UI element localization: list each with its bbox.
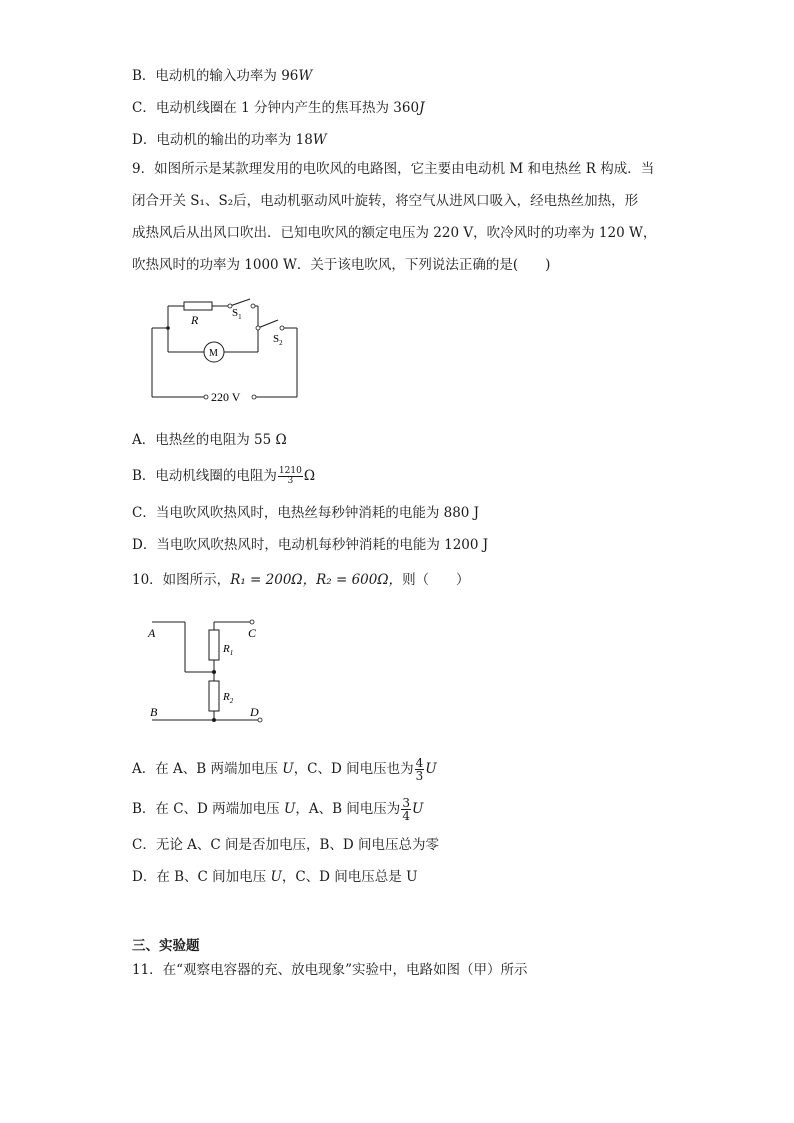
- q10-option-a-text: A．在 A、B 两端加电压: [132, 761, 283, 777]
- q8-option-b-text: B．电动机的输入功率为 96: [132, 68, 299, 84]
- q10-option-d-text: D．在 B、C 间加电压: [132, 869, 271, 885]
- q10-label-d: D: [250, 705, 259, 719]
- q9-circuit-label-voltage: 220 V: [211, 390, 241, 404]
- q9-circuit-label-m: M: [209, 348, 218, 359]
- q9-stem-line-3: 成热风后从出风口吹出．已知电吹风的额定电压为 220 V，吹冷风时的功率为 120 W，: [132, 225, 657, 241]
- q10-option-d-end: ，C、D 间电压总是 U: [281, 869, 418, 885]
- section-title-experiment: 三、实验题: [132, 938, 200, 954]
- q8-option-b: [132, 66, 312, 86]
- q10-stem-end: 则（ ）: [402, 572, 470, 588]
- q10-option-b-text: B．在 C、D 两端加电压: [132, 801, 284, 817]
- q8-option-c: [132, 98, 424, 118]
- q10-option-b-u2: U: [411, 801, 424, 817]
- q10-label-a: A: [148, 626, 156, 640]
- q10-option-c: C．无论 A、C 间是否加电压，B、D 间电压总为零: [132, 837, 440, 853]
- q10-resistor-r1: [209, 630, 219, 660]
- q9-option-b: [132, 466, 315, 486]
- q11-stem: 11．在“观察电容器的充、放电现象”实验中，电路如图（甲）所示: [132, 962, 528, 978]
- q10-stem-text: 10．如图所示，: [132, 572, 231, 588]
- q9-option-b-fraction: $\frac{1210}{3}$: [278, 466, 302, 486]
- q8-option-d: [132, 130, 327, 150]
- q10-option-a-mid: ，C、D 间电压也为: [293, 761, 414, 777]
- q9-circuit-label-r: R: [191, 313, 199, 327]
- q10-resistor-r2: [209, 681, 219, 711]
- q9-option-c: C．当电吹风吹热风时，电热丝每秒钟消耗的电能为 880 J: [132, 505, 480, 521]
- q9-option-b-unit: Ω: [303, 468, 316, 484]
- q10-option-d: [132, 867, 417, 887]
- q8-option-b-unit: W: [298, 68, 313, 84]
- q9-stem-line-1: 9．如图所示是某款理发用的电吹风的电路图，它主要由电动机 M 和电热丝 R 构成．当: [132, 161, 655, 177]
- q10-option-a: [132, 757, 437, 782]
- q10-label-b: B: [150, 705, 158, 719]
- q9-circuit-label-s1: $S_1$: [232, 307, 242, 321]
- q10-option-a-u: U: [282, 761, 294, 777]
- q10-label-r2: $R_2$: [223, 691, 234, 705]
- q10-option-a-u2: U: [425, 761, 437, 777]
- q9-circuit-label-s2: $S_2$: [273, 333, 283, 347]
- q10-r1-value: R₁ = 200Ω，: [230, 572, 317, 588]
- q8-option-d-unit: W: [312, 132, 327, 148]
- q10-option-b-fraction: $\frac{3}{4}$: [402, 796, 410, 823]
- q8-option-c-text: C．电动机线圈在 1 分钟内产生的焦耳热为 360: [132, 100, 420, 116]
- q9-option-b-text: B．电动机线圈的电阻为: [132, 468, 277, 484]
- q10-option-b-mid: ，A、B 间电压为: [295, 801, 401, 817]
- q9-stem-line-4: 吹热风时的功率为 1000 W．关于该电吹风，下列说法正确的是( ): [132, 257, 551, 273]
- q10-circuit-diagram: [140, 608, 275, 728]
- q8-option-c-unit: J: [419, 100, 425, 116]
- q10-option-a-fraction: $\frac{4}{3}$: [415, 756, 424, 783]
- q9-option-a: A．电热丝的电阻为 55 Ω: [132, 432, 287, 448]
- q10-label-r1: $R_1$: [223, 643, 234, 657]
- q10-option-d-u: U: [270, 869, 282, 885]
- q8-option-d-text: D．电动机的输出的功率为 18: [132, 132, 313, 148]
- q9-option-d: D．当电吹风吹热风时，电动机每秒钟消耗的电能为 1200 J: [132, 537, 489, 553]
- q10-label-c: C: [248, 626, 257, 640]
- q10-option-b: [132, 797, 423, 822]
- q10-stem: [132, 570, 470, 590]
- q10-r2-value: R₂ = 600Ω，: [316, 572, 403, 588]
- q9-circuit-diagram: [140, 290, 310, 410]
- q9-heater-resistor: [184, 302, 212, 310]
- q10-option-b-u: U: [283, 801, 296, 817]
- q9-stem-line-2: 闭合开关 S₁、S₂后，电动机驱动风叶旋转，将空气从进风口吸入，经电热丝加热，形: [132, 193, 639, 209]
